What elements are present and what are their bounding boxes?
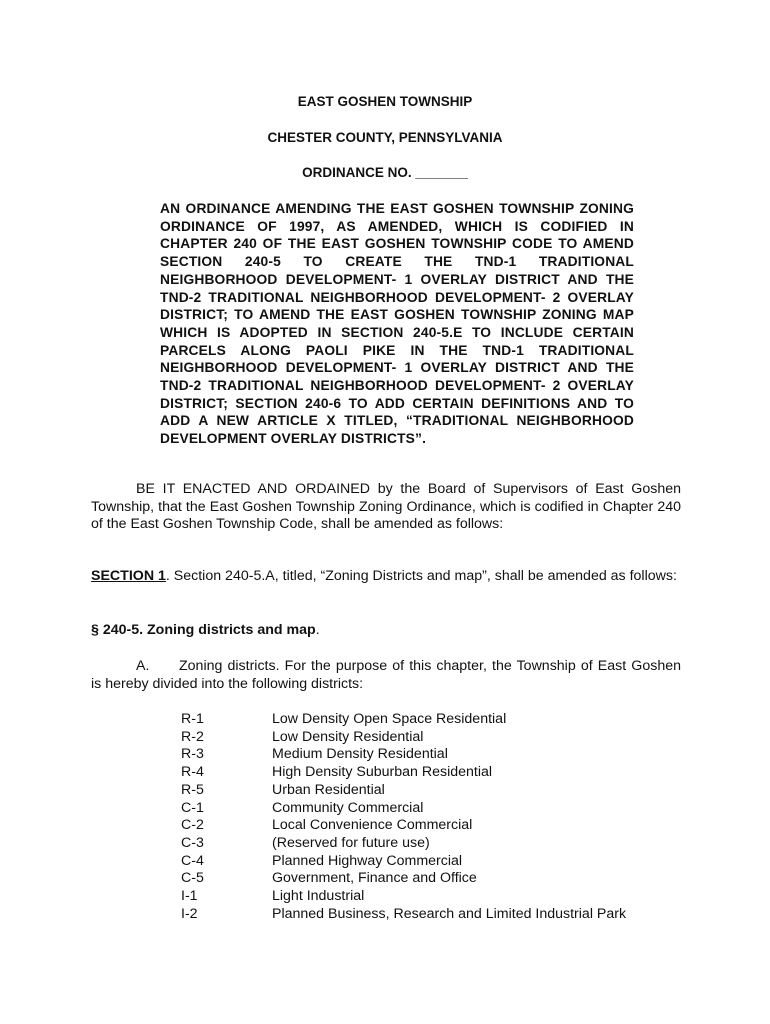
enacting-clause: [91, 481, 681, 534]
district-list: [181, 711, 626, 923]
district-row: [181, 888, 626, 906]
ordinance-number: ORDINANCE NO. _______: [302, 165, 468, 180]
section-1-paragraph: [91, 568, 681, 586]
district-row: [181, 817, 626, 835]
district-row: [181, 782, 626, 800]
district-code: I-1: [181, 888, 198, 905]
district-name: Community Commercial: [272, 799, 424, 816]
section-1-text: . Section 240-5.A, titled, “Zoning Districts and map”, shall be amended as follows:: [165, 568, 677, 584]
district-name: Light Industrial: [272, 888, 365, 905]
district-row: [181, 764, 626, 782]
district-code: C-1: [181, 799, 204, 816]
district-code: C-5: [181, 870, 204, 887]
district-name: High Density Suburban Residential: [272, 764, 493, 781]
district-code: R-1: [181, 711, 204, 727]
enacting-clause-text: BE IT ENACTED AND ORDAINED by the Board of Supervisors of East Goshen Township, that the East Goshen Township Zoning Ordinance, which is codified in Chapter 240 of the East Goshen Township Code, shall be amended as follows:: [91, 481, 681, 533]
subsection-a-text: Zoning districts. For the purpose of this chapter, the Township of East Goshen is hereby divided into the following districts:: [91, 658, 681, 692]
section-heading-bold: § 240-5. Zoning districts and map: [91, 622, 316, 638]
district-code: R-5: [181, 781, 204, 798]
district-row: [181, 906, 626, 924]
district-code: C-2: [181, 817, 204, 834]
district-name: Planned Highway Commercial: [272, 852, 463, 869]
district-name: Local Convenience Commercial: [272, 817, 473, 834]
district-row: [181, 870, 626, 888]
district-row: [181, 746, 626, 764]
district-row: [181, 711, 626, 729]
district-name: Urban Residential: [272, 781, 385, 798]
district-code: C-4: [181, 852, 204, 869]
section-1-label: SECTION 1: [91, 568, 166, 584]
district-name: Government, Finance and Office: [272, 870, 477, 887]
district-code: R-4: [181, 764, 204, 781]
township-heading: EAST GOSHEN TOWNSHIP: [297, 94, 473, 109]
ordinance-title: AN ORDINANCE AMENDING THE EAST GOSHEN TOWNSHIP ZONING ORDINANCE OF 1997, AS AMENDED, WHICH IS CODIFIED IN CHAPTER 240 OF THE EAST GOSHEN TOWNSHIP CODE TO AMEND SECTION 240-5 TO CREATE THE TND-1 TRADITIONAL NEIGHBORHOOD DEVELOPMENT- 1 OVERLAY DISTRICT AND THE TND-2 TRADITIONAL NEIGHBORHOOD DEVELOPMENT- 2 OVERLAY DISTRICT; TO AMEND THE EAST GOSHEN TOWNSHIP ZONING MAP WHICH IS ADOPTED IN SECTION 240-5.E TO INCLUDE CERTAIN PARCELS ALONG PAOLI PIKE IN THE TND-1 TRADITIONAL NEIGHBORHOOD DEVELOPMENT- 1 OVERLAY DISTRICT AND THE TND-2 TRADITIONAL NEIGHBORHOOD DEVELOPMENT- 2 OVERLAY DISTRICT; SECTION 240-6 TO ADD CERTAIN DEFINITIONS AND TO ADD A NEW ARTICLE X TITLED, “TRADITIONAL NEIGHBORHOOD DEVELOPMENT OVERLAY DISTRICTS”.: [160, 201, 634, 447]
district-name: Low Density Open Space Residential: [272, 711, 507, 727]
district-row: [181, 853, 626, 871]
district-code: R-2: [181, 728, 204, 745]
district-name: Planned Business, Research and Limited Industrial Park: [272, 905, 627, 922]
district-name: (Reserved for future use): [272, 834, 430, 851]
district-row: [181, 729, 626, 747]
district-name: Medium Density Residential: [272, 746, 448, 763]
district-code: I-2: [181, 905, 198, 922]
section-heading-trail: .: [315, 622, 320, 638]
district-row: [181, 800, 626, 818]
district-code: C-3: [181, 834, 204, 851]
subsection-a-label: A.: [136, 658, 150, 674]
subsection-a-paragraph: [91, 658, 681, 693]
district-name: Low Density Residential: [272, 728, 424, 745]
county-heading: CHESTER COUNTY, PENNSYLVANIA: [267, 130, 503, 145]
section-240-5-heading: [91, 622, 320, 638]
district-code: R-3: [181, 746, 204, 763]
district-row: [181, 835, 626, 853]
